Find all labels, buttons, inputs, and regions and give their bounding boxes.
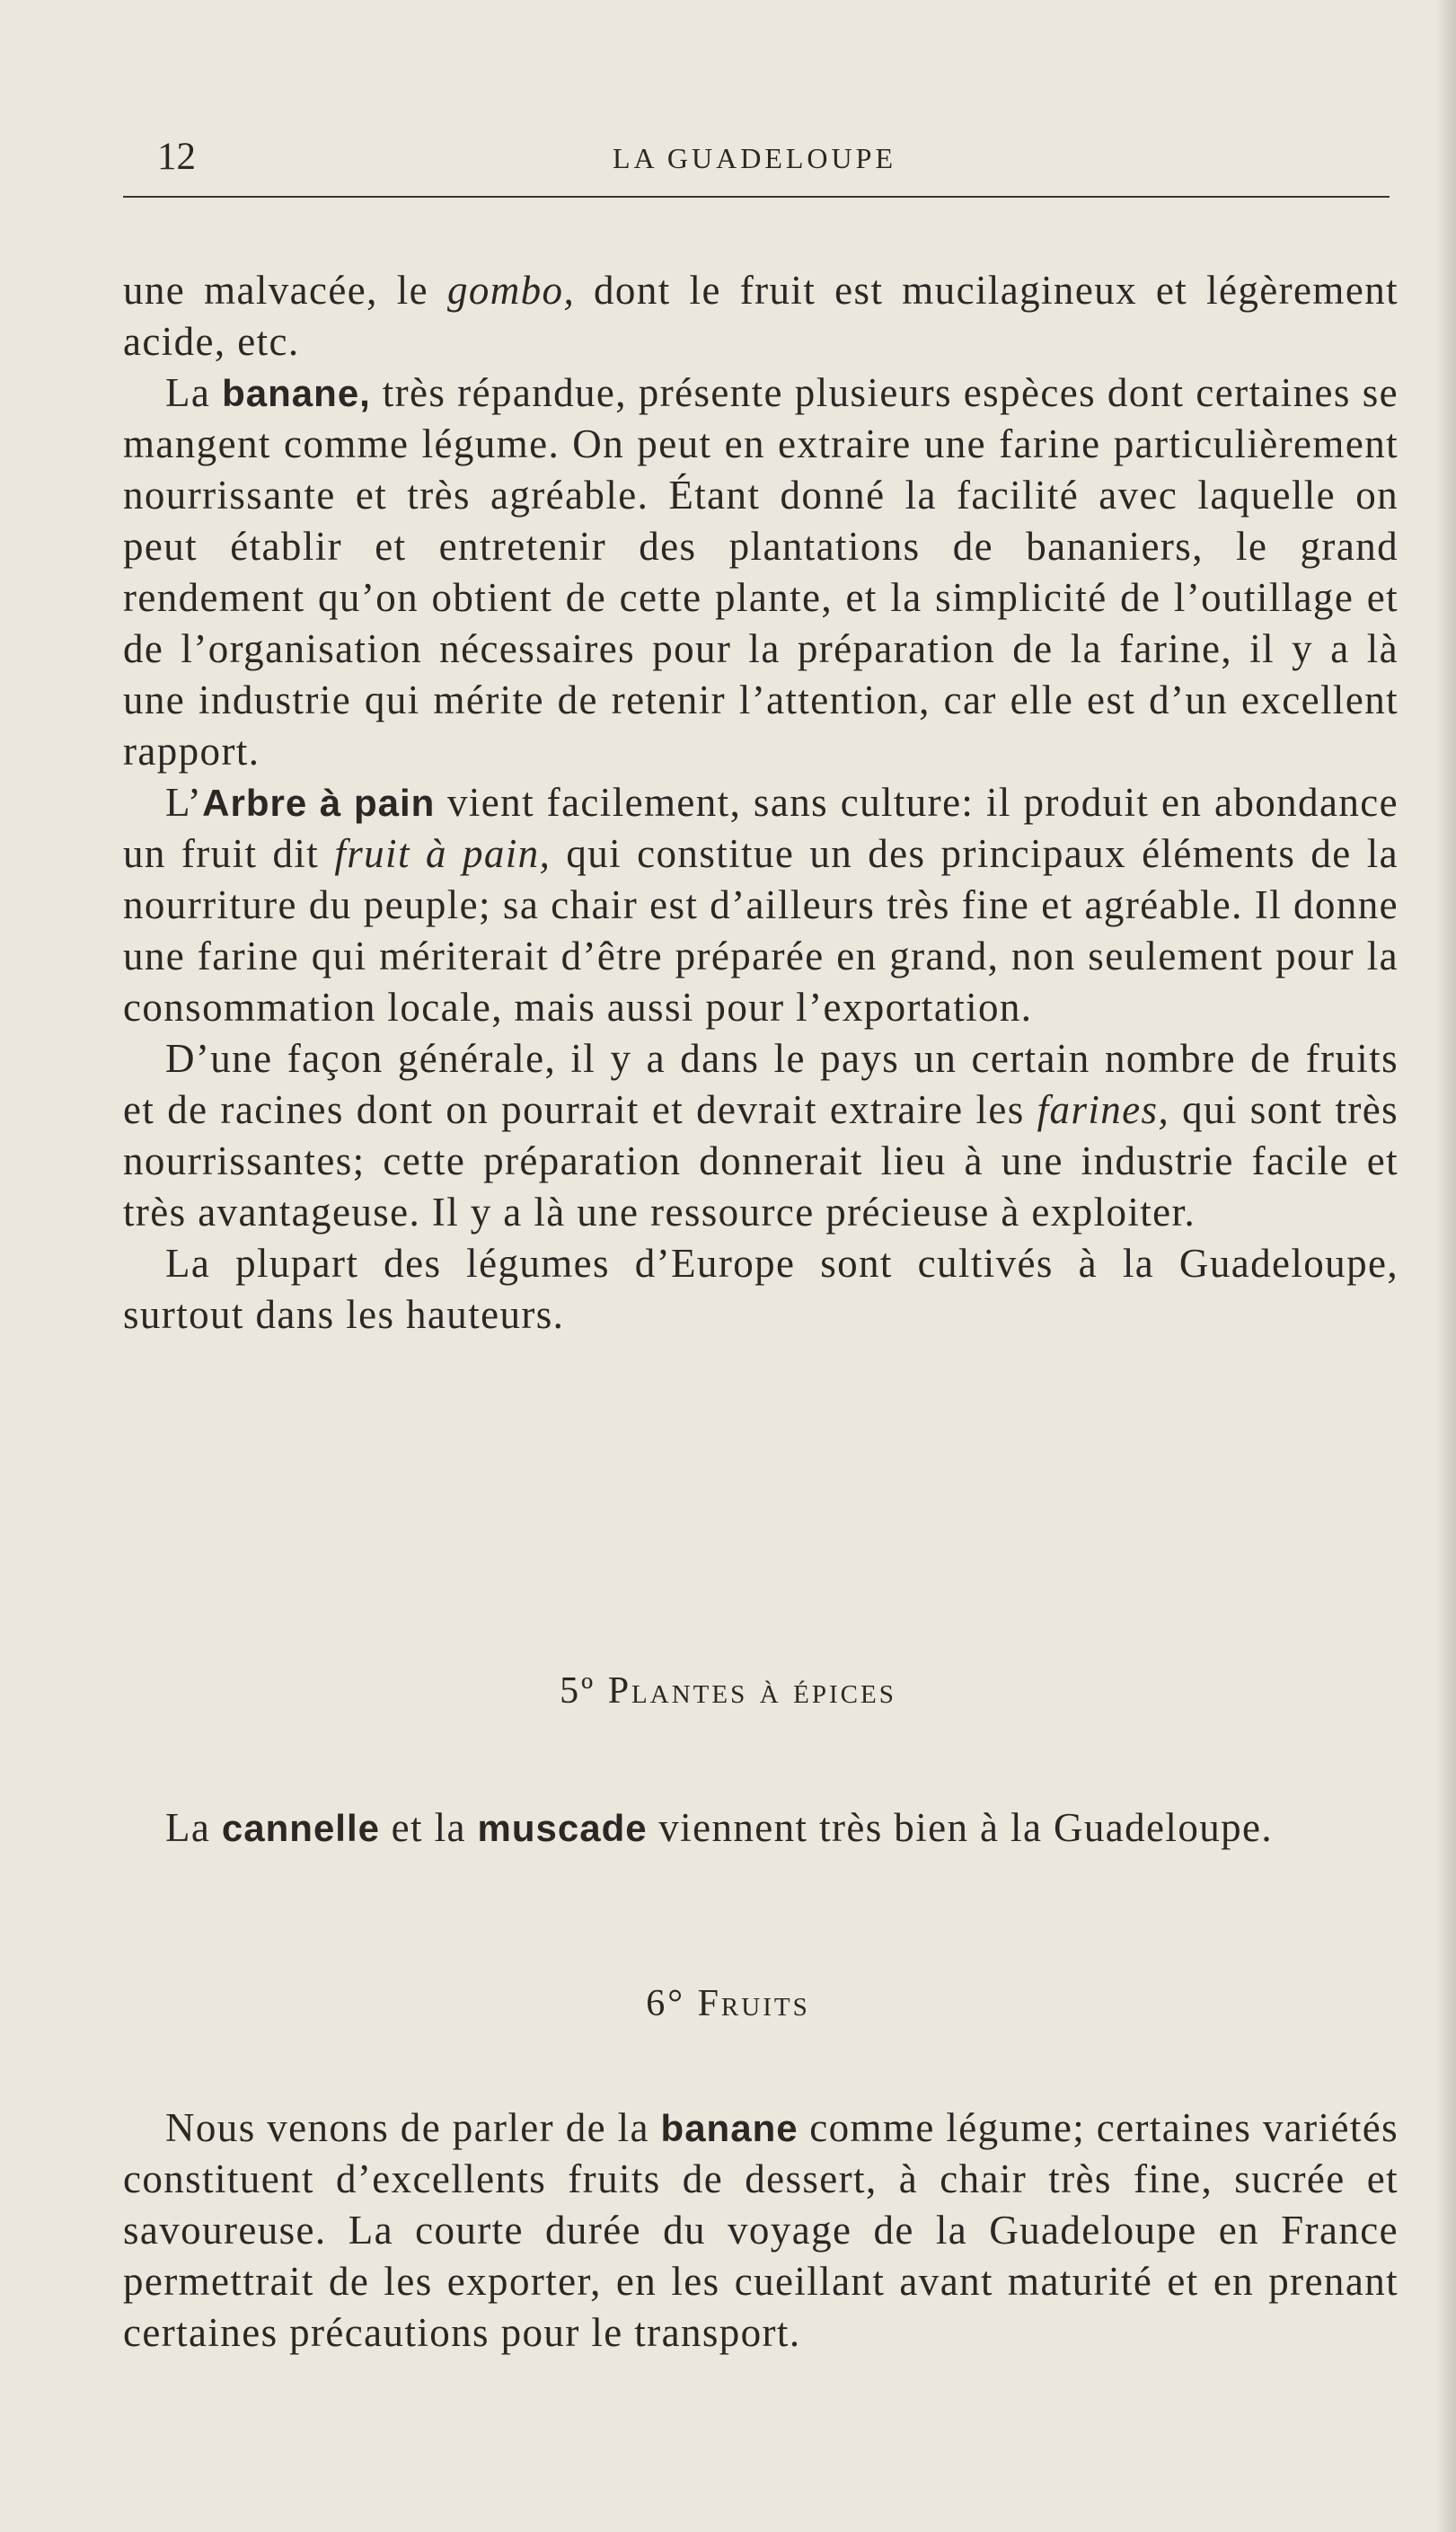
term-banane: banane,	[222, 372, 371, 414]
text-run: Nous venons de parler de la	[165, 2105, 661, 2150]
text-run: D’une façon générale, il y a dans le pays un certain nombre de fruits et de racines dont on pourrait et devrait extraire les	[123, 1036, 1399, 1132]
text-run: vient facilement, sans culture: il produit en abondance un fruit dit	[123, 780, 1399, 876]
paragraph-gombo	[123, 265, 1399, 367]
text-block-vegetables	[123, 265, 1399, 1341]
text-run: qui sont très nourrissantes; cette préparation donnerait lieu à une industrie facile et très avantageuse. Il y a là une ressource précieuse à exploiter.	[123, 1087, 1399, 1235]
text-run: La	[165, 370, 223, 415]
text-run: très répandue, présente plusieurs espèces dont certaines se mangent comme légume. On peut en extraire une farine particulièrement nourrissante et très agréable. Étant donné la facilité avec laquelle on peut établir et entretenir des plantations de bananiers, le grand rendement qu’on obtient de cette plante, et la simplicité de l’outillage et de l’organisation nécessaires pour la préparation de la farine, il y a là une industrie qui mérite de retenir l’attention, car elle est d’un excellent rapport.	[123, 370, 1399, 774]
term-cannelle: cannelle	[221, 1807, 381, 1849]
paragraph-banane	[123, 367, 1399, 777]
paragraph-cannelle-muscade	[123, 1802, 1399, 1854]
paragraph-arbre-a-pain	[123, 777, 1399, 1033]
text-run: L’	[165, 780, 203, 825]
paragraph-farines	[123, 1033, 1399, 1238]
term-banane: banane	[660, 2107, 799, 2149]
term-muscade: muscade	[477, 1807, 648, 1849]
running-title: LA GUADELOUPE	[613, 142, 896, 174]
term-farines: farines,	[1037, 1087, 1170, 1132]
term-fruit-a-pain: fruit à pain,	[334, 831, 552, 876]
term-arbre-a-pain: Arbre à pain	[202, 782, 436, 824]
text-block-fruits	[123, 2103, 1399, 2359]
text-run: La plupart des légumes d’Europe sont cultivés à la Guadeloupe, surtout dans les hauteurs.	[123, 1241, 1399, 1337]
text-run: et la	[380, 1805, 478, 1850]
paragraph-banane-dessert	[123, 2103, 1399, 2359]
text-run: viennent très bien à la Guadeloupe.	[647, 1805, 1274, 1850]
text-run: comme légume; certaines variétés constituent d’excellents fruits de dessert, à chair très fine, sucrée et savoureuse. La courte durée du voyage de la Guadeloupe en France permettrait de les exporter, en les cueillant avant maturité et en prenant certaines précautions pour le transport.	[123, 2105, 1399, 2355]
header-rule	[123, 196, 1390, 198]
section-title: Fruits	[697, 1983, 810, 2024]
section-title: Plantes à épices	[607, 1670, 896, 1712]
page-number: 12	[157, 136, 196, 178]
section-number: 6°	[646, 1983, 686, 2024]
text-block-epices	[123, 1802, 1399, 1854]
text-run: dont le fruit est mucilagineux et légèrement acide, etc.	[123, 268, 1399, 364]
term-gombo: gombo,	[446, 268, 576, 313]
text-run: La	[165, 1805, 222, 1850]
text-run: une malvacée, le	[123, 268, 447, 313]
page-edge-shadow	[1436, 0, 1456, 2532]
paragraph-legumes-europe	[123, 1238, 1399, 1341]
section-heading-plantes-a-epices	[0, 1669, 1456, 1713]
page-header	[121, 124, 1388, 178]
text-run: qui constitue un des principaux éléments de la nourriture du peuple; sa chair est d’ailleurs très fine et agréable. Il donne une farine qui mériterait d’être préparée en grand, non seulement pour la consommation locale, mais aussi pour l’exportation.	[123, 831, 1399, 1030]
section-number: 5º	[560, 1670, 596, 1712]
section-heading-fruits	[0, 1982, 1456, 2025]
